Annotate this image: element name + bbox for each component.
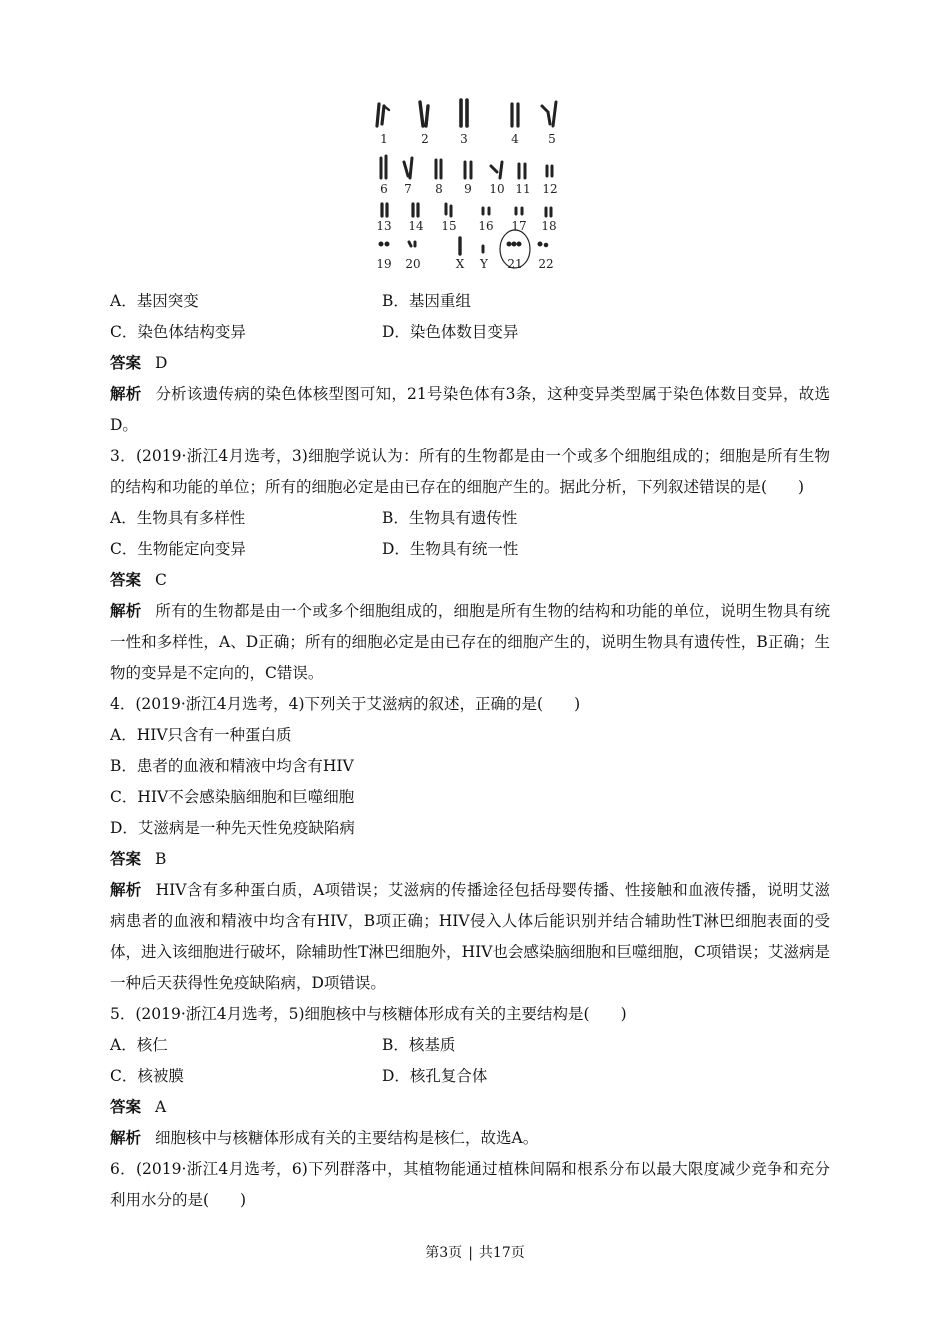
q5-analysis	[110, 1123, 830, 1154]
q5-answer-label: 答案	[110, 1098, 142, 1116]
q5-option-c: C．核被膜	[110, 1067, 184, 1085]
label-20: 20	[405, 257, 421, 271]
q4-option-d: D．艾滋病是一种先天性免疫缺陷病	[110, 819, 355, 837]
q2-analysis-text: 分析该遗传病的染色体核型图可知，21号染色体有3条，这种变异类型属于染色体数目变异，故选D。	[110, 385, 830, 434]
label-21: 21	[507, 257, 523, 271]
label-15: 15	[441, 219, 457, 233]
q3-analysis-text: 所有的生物都是由一个或多个细胞组成的，细胞是所有生物的结构和功能的单位，说明生物具有统一性和多样性，A、D正确；所有的细胞必定是由已存在的细胞产生的，说明生物具有遗传性，B正确；生物的变异是不定向的，C错误。	[110, 602, 830, 682]
q3-analysis	[110, 596, 830, 689]
q3-option-b: B．生物具有遗传性	[382, 509, 518, 527]
q5-analysis-text: 细胞核中与核糖体形成有关的主要结构是核仁，故选A。	[155, 1129, 539, 1147]
q2-options-row-1	[110, 286, 830, 317]
label-x: X	[455, 257, 465, 271]
label-22: 22	[538, 257, 554, 271]
chromosome-pair-4	[512, 104, 518, 126]
q2-option-c: C．染色体结构变异	[110, 323, 246, 341]
chromosome-pair-1	[377, 104, 389, 126]
label-10: 10	[489, 182, 505, 196]
label-12: 12	[542, 182, 558, 196]
q4-option-a: A．HIV只含有一种蛋白质	[110, 726, 292, 744]
q4-answer-label: 答案	[110, 850, 142, 868]
q4-option-b: B．患者的血液和精液中均含有HIV	[110, 757, 354, 775]
q5-analysis-label: 解析	[110, 1129, 142, 1147]
label-8: 8	[435, 182, 443, 196]
q5-option-a: A．核仁	[110, 1036, 168, 1054]
q5-answer-value: A	[155, 1098, 167, 1116]
q4-stem: 4．(2019·浙江4月选考，4)下列关于艾滋病的叙述，正确的是( )	[110, 695, 581, 713]
q2-option-b: B．基因重组	[382, 292, 471, 310]
q2-analysis	[110, 379, 830, 441]
label-14: 14	[408, 219, 424, 233]
q5-options-row-1	[110, 1030, 830, 1061]
q4-option-c: C．HIV不会感染脑细胞和巨噬细胞	[110, 788, 355, 806]
q4-analysis-label: 解析	[110, 881, 142, 899]
q4-analysis	[110, 875, 830, 999]
q3-answer-label: 答案	[110, 571, 142, 589]
q2-answer	[110, 348, 830, 379]
label-17: 17	[511, 219, 527, 233]
q3-answer	[110, 565, 830, 596]
label-1: 1	[380, 132, 388, 146]
q3-option-d: D．生物具有统一性	[382, 540, 519, 558]
q5-answer	[110, 1092, 830, 1123]
label-5: 5	[548, 132, 556, 146]
q3-options-row-2	[110, 534, 830, 565]
label-7: 7	[404, 182, 412, 196]
label-16: 16	[478, 219, 494, 233]
label-18: 18	[541, 219, 557, 233]
label-13: 13	[376, 219, 392, 233]
q3-option-a: A．生物具有多样性	[110, 509, 246, 527]
label-3: 3	[460, 132, 468, 146]
page-footer	[0, 1242, 950, 1262]
chromosome-pair-3	[461, 100, 467, 126]
q3-answer-value: C	[155, 571, 167, 589]
q3-option-c: C．生物能定向变异	[110, 540, 246, 558]
label-y: Y	[480, 257, 488, 271]
q2-option-a: A．基因突变	[110, 292, 199, 310]
footer-total-pages: 共17页	[478, 1245, 525, 1261]
q2-answer-value: D	[155, 354, 168, 372]
label-19: 19	[376, 257, 392, 271]
q2-option-d: D．染色体数目变异	[382, 323, 519, 341]
q3-analysis-label: 解析	[110, 602, 142, 620]
chromosome-pair-2	[420, 102, 428, 126]
footer-page-number: 第3页	[425, 1245, 463, 1261]
label-6: 6	[380, 182, 388, 196]
q5-options-row-2	[110, 1061, 830, 1092]
q2-analysis-label: 解析	[110, 385, 142, 403]
q2-options-row-2	[110, 317, 830, 348]
q5-option-d: D．核孔复合体	[382, 1067, 488, 1085]
q4-analysis-text: HIV含有多种蛋白质，A项错误；艾滋病的传播途径包括母婴传播、性接触和血液传播，说明艾滋病患者的血液和精液中均含有HIV，B项正确；HIV侵入人体后能识别并结合辅助性T淋巴细胞表面的受体，进入该细胞进行破坏，除辅助性T淋巴细胞外，HIV也会感染脑细胞和巨噬细胞，C项错误；艾滋病是一种后天获得性免疫缺陷病，D项错误。	[110, 881, 830, 992]
karyotype-figure	[360, 96, 570, 274]
label-9: 9	[464, 182, 472, 196]
chromosome-pair-5	[542, 102, 556, 126]
label-11: 11	[515, 182, 531, 196]
label-4: 4	[511, 132, 519, 146]
q2-answer-label: 答案	[110, 354, 142, 372]
q6-stem: 6．(2019·浙江4月选考，6)下列群落中，其植物能通过植株间隔和根系分布以最大限度减少竞争和充分利用水分的是( )	[110, 1160, 830, 1209]
footer-separator: |	[468, 1245, 473, 1261]
q3-stem: 3．(2019·浙江4月选考，3)细胞学说认为：所有的生物都是由一个或多个细胞组成的；细胞是所有生物的结构和功能的单位；所有的细胞必定是由已存在的细胞产生的。据此分析，下列叙述错误的是( )	[110, 447, 830, 496]
q4-answer	[110, 844, 830, 875]
q5-option-b: B．核基质	[382, 1036, 456, 1054]
label-2: 2	[421, 132, 429, 146]
q4-answer-value: B	[155, 850, 167, 868]
q5-stem: 5．(2019·浙江4月选考，5)细胞核中与核糖体形成有关的主要结构是( )	[110, 1005, 627, 1023]
document-body	[110, 286, 830, 1216]
q3-options-row-1	[110, 503, 830, 534]
karyotype-image	[360, 96, 570, 274]
